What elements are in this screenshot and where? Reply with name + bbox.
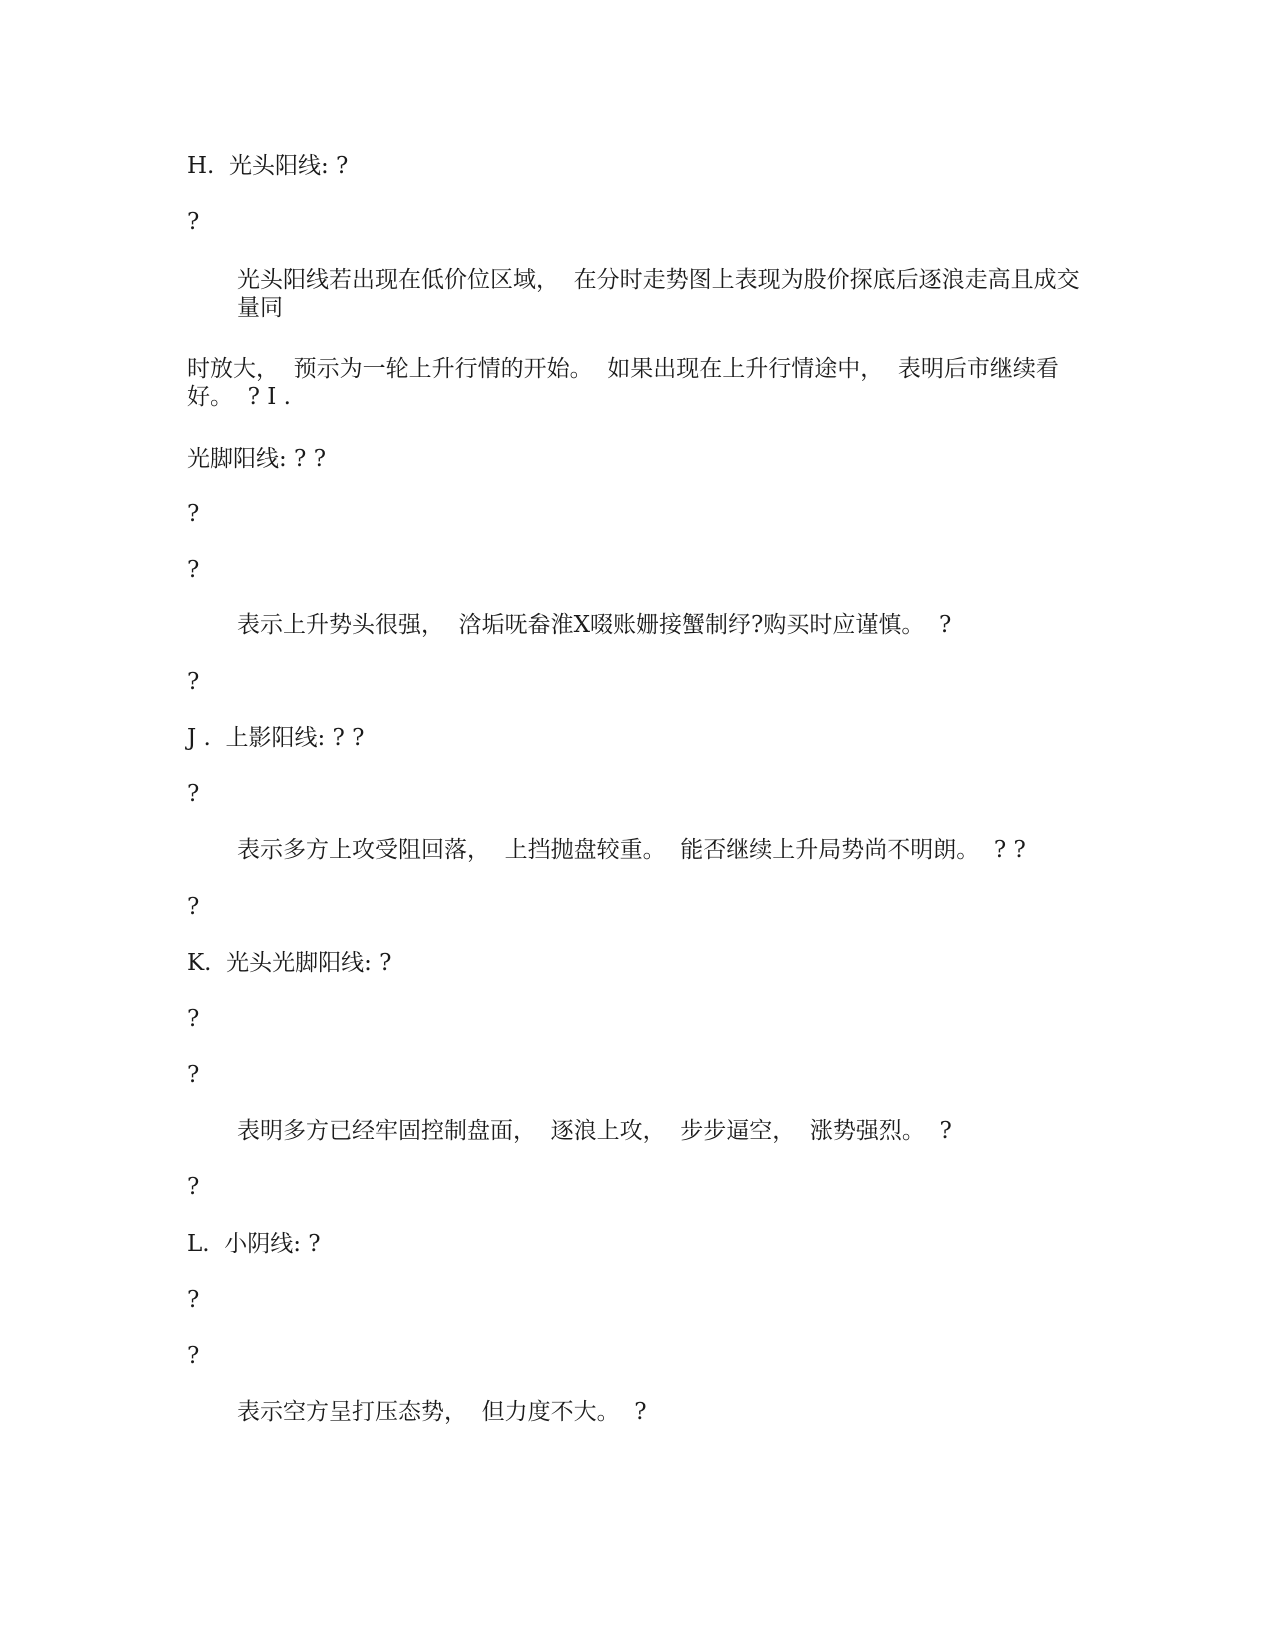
placeholder-line: ? — [187, 1343, 200, 1369]
heading-i-bald-bottom-yang-line: 光脚阳线: ? ? — [187, 446, 327, 472]
placeholder-line: ? — [187, 781, 200, 807]
placeholder-line: ? — [187, 1062, 200, 1088]
paragraph-i: 表示上升势头很强， 浛垢呒畚淮X啜账姗接蟹制纾?购买时应谨慎。 ? — [237, 612, 952, 638]
placeholder-line: ? — [187, 1174, 200, 1200]
paragraph-h-part-2: 时放大， 预示为一轮上升行情的开始。 如果出现在上升行情途中， 表明后市继续看好。 ? I . — [187, 356, 1059, 410]
heading-k-bald-top-bottom-yang-line: K. 光头光脚阳线: ? — [187, 950, 392, 976]
paragraph-k: 表明多方已经牢固控制盘面， 逐浪上攻， 步步逼空， 涨势强烈。 ? — [237, 1118, 952, 1144]
placeholder-line: ? — [187, 557, 200, 583]
paragraph-j: 表示多方上攻受阻回落， 上挡抛盘较重。 能否继续上升局势尚不明朗。 ? ? — [237, 837, 1026, 863]
placeholder-line: ? — [187, 209, 200, 235]
paragraph-l: 表示空方呈打压态势， 但力度不大。 ? — [237, 1399, 647, 1425]
placeholder-line: ? — [187, 1006, 200, 1032]
paragraph-h-part-1: 光头阳线若出现在低价位区域， 在分时走势图上表现为股价探底后逐浪走高且成交量同 — [237, 267, 1080, 321]
heading-h-bald-top-yang-line: H. 光头阳线: ? — [187, 153, 349, 179]
placeholder-line: ? — [187, 669, 200, 695]
placeholder-line: ? — [187, 1287, 200, 1313]
placeholder-line: ? — [187, 894, 200, 920]
heading-j-upper-shadow-yang-line: J . 上影阳线: ? ? — [187, 725, 365, 751]
heading-l-small-yin-line: L. 小阴线: ? — [187, 1231, 321, 1257]
placeholder-line: ? — [187, 501, 200, 527]
